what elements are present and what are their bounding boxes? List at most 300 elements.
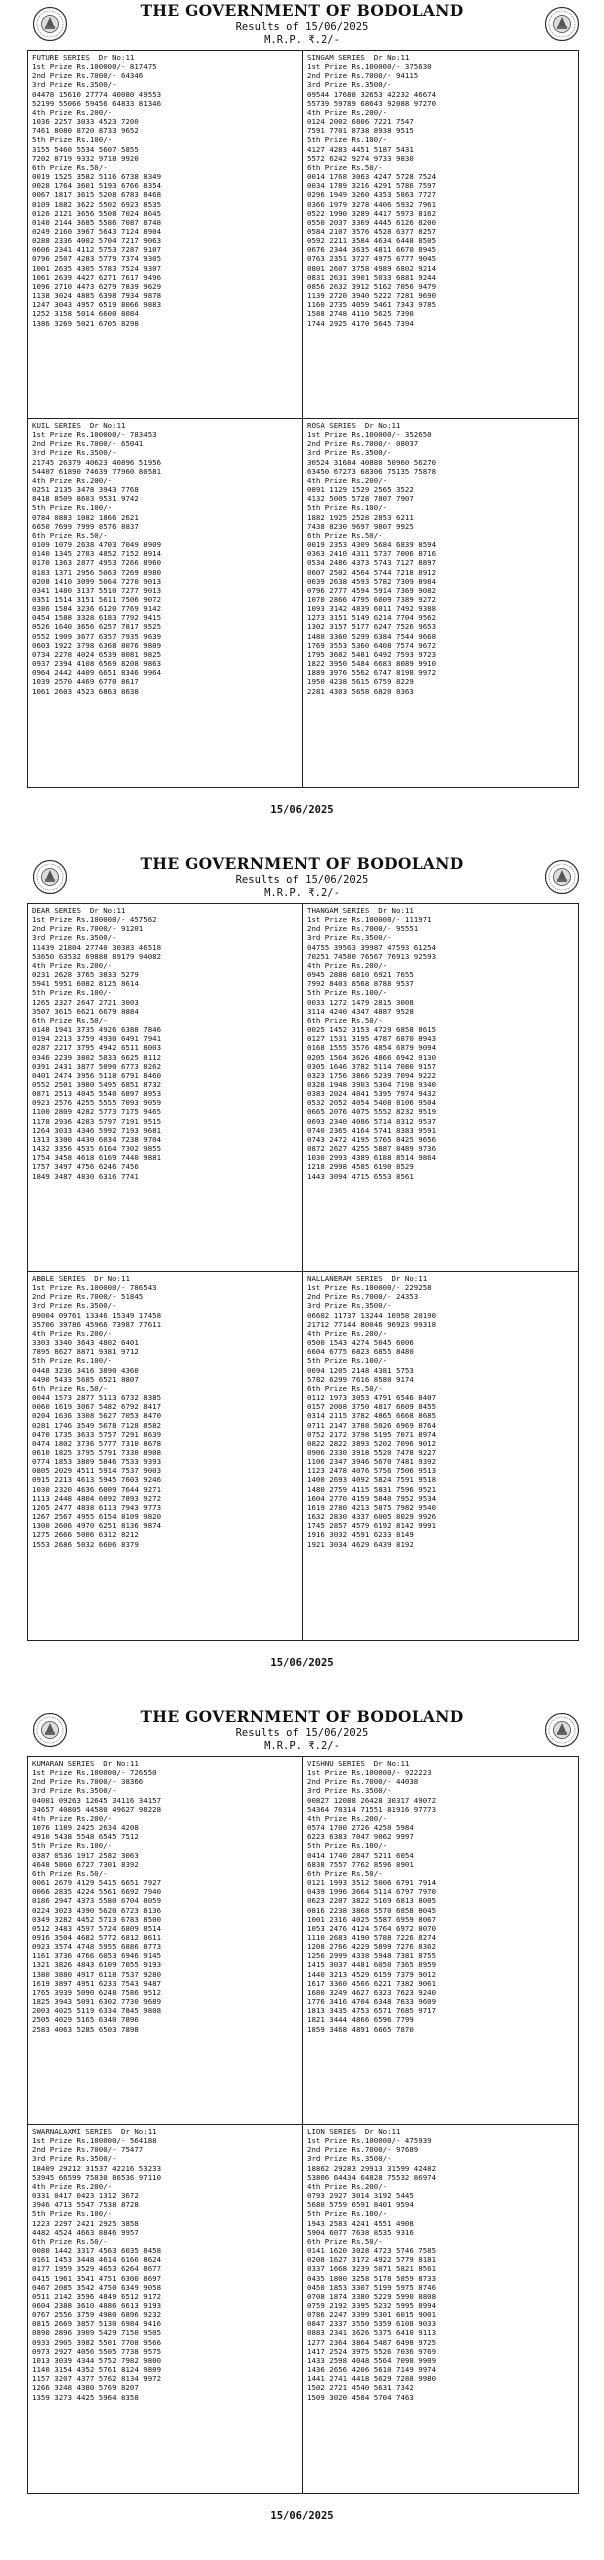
result-line: 0435 1800 3258 5178 5859 8733	[307, 2273, 437, 2283]
result-line: 1140 3154 4352 5761 8124 9809	[32, 2365, 162, 2375]
result-line: 6th Prize Rs.50/-	[32, 530, 108, 540]
result-line: 0552 2501 3980 5495 6851 8732	[32, 1079, 162, 1089]
result-line: 5941 5951 6082 8125 8614	[32, 979, 139, 989]
result-line: 1277 2364 3864 5487 6498 9725	[307, 2337, 437, 2347]
result-line: 0856 2632 3912 5162 7056 9479	[307, 281, 437, 291]
result-line: 0019 1525 3582 5116 6738 8349	[32, 172, 162, 182]
result-line: 0066 2835 4224 5561 6692 7940	[32, 1887, 162, 1897]
sheet-title: THE GOVERNMENT OF BODOLAND	[140, 1707, 464, 1726]
result-line: 0401 2474 3956 5118 6791 8460	[32, 1070, 162, 1080]
result-line: 3rd Prize Rs.3500/-	[307, 933, 392, 943]
result-line: 0349 3282 4452 5713 6783 8500	[32, 1914, 162, 1924]
result-line: 0448 3236 3416 3890 4360	[32, 1365, 139, 1375]
result-line: 1849 3487 4830 6316 7741	[32, 1171, 139, 1181]
result-line: 1822 3950 5484 6683 8089 9910	[307, 659, 437, 669]
result-line: 1st Prize Rs.100000/- 352650	[307, 430, 432, 440]
result-line: 1943 2583 4241 4551 4908	[307, 2218, 414, 2228]
result-line: 1st Prize Rs.100000/- 457562	[32, 915, 157, 925]
result-line: 1139 2720 3940 5222 7281 9690	[307, 291, 437, 301]
mrp-label: M.R.P. ₹.2/-	[264, 1740, 340, 1752]
result-line: 5th Prize Rs.100/-	[307, 988, 388, 998]
result-line: 6th Prize Rs.50/-	[32, 1868, 108, 1878]
result-line: 1821 3444 4866 6596 7799	[307, 2015, 414, 2025]
result-line: 6th Prize Rs.50/-	[307, 2236, 383, 2246]
result-line: 0711 2147 3788 5026 6969 8764	[307, 1420, 437, 1430]
result-line: 0025 1452 3153 4729 6858 8615	[307, 1025, 437, 1035]
result-line: 0186 2947 4373 5580 6704 8059	[32, 1896, 162, 1906]
result-line: 7202 8719 9332 9718 9920	[32, 153, 139, 163]
result-line: 0973 2927 4056 5505 7738 9575	[32, 2346, 162, 2356]
result-line: 6th Prize Rs.50/-	[32, 1015, 108, 1025]
result-line: 6223 6383 7047 9062 9997	[307, 1832, 414, 1842]
result-line: 09004 09761 13346 15349 17458	[32, 1310, 162, 1320]
result-line: 6604 6775 6823 6855 8480	[307, 1347, 414, 1357]
result-line: 4490 5433 5605 6521 8807	[32, 1374, 139, 1384]
result-line: 1745 2857 4579 6192 8142 9991	[307, 1521, 437, 1531]
result-line: 0231 2628 3765 3833 5279	[32, 970, 139, 980]
result-line: 1265 2327 2647 2721 3003	[32, 997, 139, 1007]
result-line: 1030 2320 4636 6009 7644 9271	[32, 1484, 162, 1494]
result-line: 0796 2777 4594 5914 7369 9082	[307, 585, 437, 595]
sheet-title: THE GOVERNMENT OF BODOLAND	[140, 1, 464, 20]
result-line: 3rd Prize Rs.3500/-	[307, 80, 392, 90]
result-line: 04755 39563 39987 47593 61254	[307, 942, 437, 952]
result-line: 5680 5759 6591 8401 9594	[307, 2200, 414, 2210]
series-block	[303, 1272, 578, 1640]
result-line: 1st Prize Rs.100000/- 564188	[32, 2136, 157, 2146]
result-line: 1680 3249 4627 6323 7623 9240	[307, 1987, 437, 1997]
result-line: 1223 2297 2421 2925 3858	[32, 2218, 139, 2228]
result-line: 0815 2669 3857 5130 6984 9416	[32, 2319, 162, 2329]
result-line: 21712 77144 80046 96923 99318	[307, 1319, 437, 1329]
result-line: 0805 2029 4511 5914 7537 9003	[32, 1466, 162, 1476]
result-line: 0933 2905 3982 5501 7708 9566	[32, 2337, 162, 2347]
result-line: 1859 3468 4891 6665 7870	[307, 2024, 414, 2034]
result-line: 1950 4238 5615 6759 8229	[307, 677, 414, 687]
result-line: 0019 2353 4309 5684 6839 8594	[307, 540, 437, 550]
series-grid	[27, 50, 579, 788]
result-line: 1882 1925 2528 2853 6211	[307, 512, 414, 522]
result-line: 1921 3034 4629 6439 8192	[307, 1539, 414, 1549]
result-line: 1588 2748 4110 5625 7390	[307, 309, 414, 319]
result-line: 1417 2524 3975 5526 7036 9769	[307, 2346, 437, 2356]
result-line: 0314 2115 3782 4865 6668 8685	[307, 1411, 437, 1421]
result-line: 6th Prize Rs.50/-	[307, 162, 383, 172]
result-line: 3114 4240 4347 4887 9528	[307, 1006, 414, 1016]
result-line: 1208 2766 4229 5899 7276 8362	[307, 1942, 437, 1952]
result-line: 0743 2472 4195 5765 8425 9656	[307, 1134, 437, 1144]
result-line: 1123 2478 4076 5756 7506 9513	[307, 1466, 437, 1476]
result-line: 0194 2213 3759 4930 6491 7941	[32, 1034, 162, 1044]
result-line: 1157 3207 4377 5762 8134 9972	[32, 2374, 162, 2384]
result-line: 0251 2135 3478 3943 7768	[32, 485, 139, 495]
result-line: 1267 2567 4955 6154 8109 9820	[32, 1512, 162, 1522]
result-line: 0606 2341 4112 5753 7287 9107	[32, 245, 162, 255]
result-line: 1632 2830 4337 6005 8029 9926	[307, 1512, 437, 1522]
result-line: 0801 2607 3758 4989 6802 9214	[307, 263, 437, 273]
result-line: 0916 3504 4682 5772 6812 8611	[32, 1932, 162, 1942]
result-line: 1st Prize Rs.100000/- 786543	[32, 1283, 157, 1293]
result-line: 4132 5005 5728 7807 7907	[307, 494, 414, 504]
result-line: SWARNALAXMI SERIES Dr No:11	[32, 2127, 157, 2136]
result-line: 1093 3142 4839 6011 7492 9388	[307, 604, 437, 614]
result-line: 4th Prize Rs.200/-	[32, 1813, 113, 1823]
result-line: 1321 3826 4843 6109 7055 9193	[32, 1960, 162, 1970]
result-line: 0060 1619 3067 5482 6792 8417	[32, 1402, 162, 1412]
result-line: 1256 2999 4338 5948 7381 8755	[307, 1951, 437, 1961]
result-line: 1754 3458 4618 6169 7440 9881	[32, 1153, 162, 1163]
result-line: 0208 1627 3172 4922 5779 8181	[307, 2255, 437, 2265]
result-line: 0170 1363 2877 4953 7266 8960	[32, 558, 162, 568]
result-line: 1st Prize Rs.100000/- 817475	[32, 62, 157, 72]
result-line: 2nd Prize Rs.7000/- 91201	[32, 924, 144, 934]
result-line: 0676 2344 3635 4811 6670 8945	[307, 245, 437, 255]
result-line: 2nd Prize Rs.7000/- 65041	[32, 439, 144, 449]
result-line: 1313 3300 4430 6034 7238 9704	[32, 1134, 162, 1144]
result-line: 0363 2410 4311 5737 7006 8716	[307, 549, 437, 559]
result-line: 0044 1573 2877 5113 6732 8385	[32, 1393, 162, 1403]
result-line: 0177 1959 3529 4653 6264 8677	[32, 2264, 162, 2274]
result-line: 4th Prize Rs.200/-	[307, 1328, 388, 1338]
result-line: 0204 1636 3308 5627 7053 8470	[32, 1411, 162, 1421]
result-line: 4th Prize Rs.200/-	[307, 2181, 388, 2191]
result-line: 3rd Prize Rs.3500/-	[32, 933, 117, 943]
result-line: 3rd Prize Rs.3500/-	[307, 2154, 392, 2164]
series-block	[28, 419, 303, 787]
result-line: 1030 2993 4389 6188 8514 9864	[307, 1153, 437, 1163]
result-line: 70251 74580 76567 76913 92593	[307, 951, 437, 961]
result-sheet	[0, 1706, 604, 2550]
result-line: 0923 2576 4255 5555 7093 9059	[32, 1098, 162, 1108]
result-line: 1359 3273 4425 5964 8358	[32, 2392, 139, 2402]
result-line: 00827 12088 26428 30317 49072	[307, 1795, 437, 1805]
result-line: 0906 2330 3918 5520 7478 9227	[307, 1447, 437, 1457]
result-sheet	[0, 853, 604, 1697]
result-line: 4th Prize Rs.200/-	[307, 475, 388, 485]
result-line: 0034 1789 3216 4291 5786 7597	[307, 181, 437, 191]
result-line: 1302 3157 5177 6247 7526 9653	[307, 622, 437, 632]
result-line: 3rd Prize Rs.3500/-	[32, 80, 117, 90]
result-line: 0414 1740 2847 5211 6054	[307, 1850, 414, 1860]
result-line: 1436 2656 4206 5610 7149 9974	[307, 2365, 437, 2375]
results-date-line: Results of 15/06/2025	[235, 21, 369, 33]
result-line: 1502 2721 4540 5631 7342	[307, 2383, 414, 2393]
result-line: 7461 8080 8720 8733 9652	[32, 126, 139, 136]
result-line: 0786 2247 3399 5301 6015 9001	[307, 2310, 437, 2320]
mrp-label: M.R.P. ₹.2/-	[264, 887, 340, 899]
result-line: 6th Prize Rs.50/-	[32, 2236, 108, 2246]
result-line: 0890 2896 3909 5429 7150 9505	[32, 2328, 162, 2338]
result-line: 1053 2476 4124 5764 6972 8070	[307, 1923, 437, 1933]
result-line: 0964 2442 4409 6651 8346 9964	[32, 668, 162, 678]
series-block	[28, 51, 303, 419]
result-line: 1300 2606 4970 6251 8136 9874	[32, 1521, 162, 1531]
result-line: 0740 2365 4164 5741 8383 9591	[307, 1125, 437, 1135]
result-line: 1138 3024 4885 6398 7934 9878	[32, 291, 162, 301]
result-line: 0341 1480 3137 5510 7277 9013	[32, 585, 162, 595]
result-line: 0734 2278 4024 6539 8081 9825	[32, 649, 162, 659]
result-line: 0387 0536 1917 2582 3063	[32, 1850, 139, 1860]
series-block	[28, 2125, 303, 2493]
sheet-content	[22, 0, 582, 844]
result-line: 0287 2217 3795 4942 6511 8003	[32, 1043, 162, 1053]
result-line: 34657 40805 44580 49627 98228	[32, 1804, 162, 1814]
result-line: 0816 2238 3868 5570 6858 8045	[307, 1905, 437, 1915]
series-block	[28, 1272, 303, 1640]
result-line: 0161 1453 3448 4614 6166 8624	[32, 2255, 162, 2265]
result-line: 1106 2347 3946 5670 7481 9392	[307, 1457, 437, 1467]
result-line: 3rd Prize Rs.3500/-	[32, 1301, 117, 1311]
result-line: 1769 3553 5360 6408 7574 9672	[307, 640, 437, 650]
result-line: 4th Prize Rs.200/-	[32, 475, 113, 485]
result-line: 2nd Prize Rs.7000/- 94115	[307, 71, 419, 81]
result-line: 7438 8230 9697 9807 9925	[307, 521, 414, 531]
result-line: 0127 1531 3195 4787 6870 8943	[307, 1034, 437, 1044]
result-line: 0774 1853 3809 5846 7533 9393	[32, 1457, 162, 1467]
result-line: 1765 3939 5090 6248 7586 9512	[32, 1987, 162, 1997]
result-line: 4th Prize Rs.200/-	[32, 1328, 113, 1338]
result-line: ROSA SERIES Dr No:11	[307, 421, 401, 430]
result-line: 1160 2735 4059 5461 7343 9785	[307, 300, 437, 310]
result-line: 4127 4283 4451 5187 5431	[307, 144, 414, 154]
result-line: 1036 2257 3033 4523 7200	[32, 117, 139, 127]
result-line: 1744 2925 4170 5645 7394	[307, 318, 414, 328]
result-line: 5th Prize Rs.100/-	[307, 135, 388, 145]
result-line: 1275 2666 5006 6312 8212	[32, 1530, 139, 1540]
series-block	[303, 2125, 578, 2493]
result-line: 6th Prize Rs.50/-	[307, 1015, 383, 1025]
result-line: 0550 2037 3369 4445 6126 8200	[307, 217, 437, 227]
result-line: 4th Prize Rs.200/-	[32, 2181, 113, 2191]
result-line: 0796 2507 4283 5779 7374 9305	[32, 254, 162, 264]
result-line: 0937 2394 4108 6569 8208 9863	[32, 659, 162, 669]
result-line: 5th Prize Rs.100/-	[32, 1356, 113, 1366]
result-line: KUMARAN SERIES Dr No:11	[32, 1759, 139, 1768]
result-line: 54407 61890 74639 77960 80581	[32, 466, 162, 476]
result-line: 0337 1668 3239 5071 5821 8561	[307, 2264, 437, 2274]
result-line: 1813 3435 4753 6571 7685 9717	[307, 2006, 437, 2016]
result-line: FUTURE SERIES Dr No:11	[32, 53, 135, 62]
result-line: 4th Prize Rs.200/-	[32, 960, 113, 970]
result-line: 0872 2627 4255 5887 8489 9736	[307, 1144, 437, 1154]
result-line: 0331 0417 0423 1312 3672	[32, 2191, 139, 2201]
footer-date: 15/06/2025	[270, 1657, 334, 1669]
result-line: 4th Prize Rs.200/-	[307, 960, 388, 970]
result-line: 2nd Prize Rs.7000/- 51845	[32, 1292, 144, 1302]
result-line: 0752 2172 3798 5195 7071 8974	[307, 1429, 437, 1439]
result-line: 0288 2336 4002 5704 7217 9063	[32, 236, 162, 246]
result-line: 1415 3037 4481 6050 7365 8959	[307, 1960, 437, 1970]
result-line: 0526 1640 3656 6257 7817 9525	[32, 622, 162, 632]
result-line: 55739 59789 68643 92088 97270	[307, 98, 437, 108]
result-line: 0470 1735 3633 5757 7291 8639	[32, 1429, 162, 1439]
result-line: 4th Prize Rs.200/-	[307, 1813, 388, 1823]
result-line: 1264 3033 4346 5992 7193 9681	[32, 1125, 162, 1135]
result-sheet	[0, 0, 604, 844]
result-line: 5th Prize Rs.100/-	[32, 135, 113, 145]
result-line: 0028 1764 3601 5193 6766 8354	[32, 181, 162, 191]
result-line: 0328 1948 3903 5304 7198 9340	[307, 1079, 437, 1089]
result-line: 0439 1996 3664 5114 6797 7970	[307, 1887, 437, 1897]
result-line: 30524 31684 40880 50960 56270	[307, 457, 437, 467]
result-line: 0281 1746 3549 5678 7128 8582	[32, 1420, 162, 1430]
result-line: 3rd Prize Rs.3500/-	[307, 1301, 392, 1311]
result-line: 5th Prize Rs.100/-	[307, 1356, 388, 1366]
series-grid	[27, 1756, 579, 2494]
result-line: KUIL SERIES Dr No:11	[32, 421, 126, 430]
series-block	[303, 51, 578, 419]
result-line: 5782 6299 7616 8580 9174	[307, 1374, 414, 1384]
result-line: 0224 3023 4390 5620 6723 8136	[32, 1905, 162, 1915]
result-line: 0140 2144 3685 5586 7087 8748	[32, 217, 162, 227]
result-line: 6th Prize Rs.50/-	[32, 1383, 108, 1393]
series-block	[303, 419, 578, 787]
result-line: 1432 3356 4535 6164 7302 9855	[32, 1144, 162, 1154]
result-line: 5904 6077 7638 8535 9316	[307, 2227, 414, 2237]
result-line: 0140 1345 2783 4852 7152 8914	[32, 549, 162, 559]
result-line: 0033 1272 1479 2815 3008	[307, 997, 414, 1007]
result-line: 1265 2477 4838 6113 7943 9773	[32, 1502, 162, 1512]
result-line: VISHNU SERIES Dr No:11	[307, 1759, 410, 1768]
result-line: 0168 1555 3576 4854 6879 9094	[307, 1043, 437, 1053]
result-line: 0014 1768 3063 4247 5728 7524	[307, 172, 437, 182]
result-line: 0454 1588 3328 6183 7792 9415	[32, 613, 162, 623]
result-line: 0891 1129 1529 2565 3522	[307, 485, 414, 495]
result-line: 1441 2741 4418 5629 7288 9980	[307, 2374, 437, 2384]
result-line: 1266 3248 4380 5769 8207	[32, 2383, 139, 2393]
result-line: 4910 5438 5548 6545 7512	[32, 1832, 139, 1842]
result-line: 0205 1564 3626 4866 6942 9130	[307, 1052, 437, 1062]
result-line: 1619 2780 4213 5875 7982 9540	[307, 1502, 437, 1512]
result-line: 1100 2809 4282 5773 7175 9465	[32, 1107, 162, 1117]
result-line: 1st Prize Rs.100000/- 783453	[32, 430, 157, 440]
result-line: 2583 4063 5285 6503 7898	[32, 2024, 139, 2034]
result-line: 53650 63532 69888 89179 94082	[32, 951, 162, 961]
result-line: 0157 2008 3750 4817 6609 8455	[307, 1402, 437, 1412]
result-line: 5572 6242 9274 9733 9830	[307, 153, 414, 163]
result-line: 18409 29212 31537 42216 53233	[32, 2163, 162, 2173]
footer-date: 15/06/2025	[270, 804, 334, 816]
result-line: 6th Prize Rs.50/-	[307, 530, 383, 540]
result-line: 0522 1990 3289 4417 5973 8162	[307, 208, 437, 218]
result-line: 1110 2683 4190 5788 7226 8274	[307, 1932, 437, 1942]
result-line: 0607 2502 4564 5744 7218 8912	[307, 567, 437, 577]
result-line: 04001 09263 12645 34116 34157	[32, 1795, 162, 1805]
result-line: 1178 2936 4283 5797 7191 9515	[32, 1116, 162, 1126]
result-line: 0847 2337 3550 5359 6108 9033	[307, 2319, 437, 2329]
footer-date: 15/06/2025	[270, 2510, 334, 2522]
result-line: 1795 3682 5481 6492 7593 9723	[307, 649, 437, 659]
result-line: 0121 1993 3512 5006 6791 7914	[307, 1878, 437, 1888]
series-block	[28, 1757, 303, 2125]
result-line: 0831 2631 3901 5033 6881 9244	[307, 272, 437, 282]
result-line: 0450 1853 3307 5199 5975 8746	[307, 2282, 437, 2292]
result-line: 2505 4029 5165 6340 7896	[32, 2015, 139, 2025]
result-line: 0109 1882 3622 5502 6923 8535	[32, 199, 162, 209]
result-line: 0603 1922 3798 6368 8076 9809	[32, 640, 162, 650]
sheet-title: THE GOVERNMENT OF BODOLAND	[140, 854, 464, 873]
result-line: 1076 1189 2425 2634 4208	[32, 1823, 139, 1833]
result-line: 6th Prize Rs.50/-	[307, 1383, 383, 1393]
result-line: 0080 1442 3317 4563 6035 8458	[32, 2246, 162, 2256]
result-line: 0592 2211 3584 4634 6448 8505	[307, 236, 437, 246]
result-line: 2nd Prize Rs.7000/- 44038	[307, 1777, 419, 1787]
result-line: 0532 2052 4054 5408 8106 9504	[307, 1098, 437, 1108]
result-line: 0512 3483 4597 5724 6809 8514	[32, 1923, 162, 1933]
result-line: 2nd Prize Rs.7000/- 24353	[307, 1292, 419, 1302]
result-line: 0067 1817 3615 5208 6783 8468	[32, 190, 162, 200]
result-line: 0871 2513 4045 5540 6897 8953	[32, 1089, 162, 1099]
result-line: 6838 7557 7762 8596 8901	[307, 1859, 414, 1869]
result-line: 53945 66599 75830 86536 97110	[32, 2172, 162, 2182]
result-line: 2nd Prize Rs.7000/- 38366	[32, 1777, 144, 1787]
result-line: 2nd Prize Rs.7000/- 95551	[307, 924, 419, 934]
result-line: 3rd Prize Rs.3500/-	[32, 1786, 117, 1796]
result-line: 2281 4303 5658 6820 8363	[307, 686, 414, 696]
result-line: 1113 2448 4804 6092 7893 9272	[32, 1493, 162, 1503]
result-line: 0183 1371 2956 5063 7269 8980	[32, 567, 162, 577]
result-line: 0574 1700 2726 4250 5984	[307, 1823, 414, 1833]
result-line: 1386 3269 5021 6705 8298	[32, 318, 139, 328]
result-line: 2003 4025 5119 6334 7845 9808	[32, 2006, 162, 2016]
result-line: 1161 3736 4766 6053 6946 9145	[32, 1951, 162, 1961]
result-line: 0124 2002 6806 7221 7547	[307, 117, 414, 127]
result-line: 0305 1646 3782 5114 7080 9157	[307, 1061, 437, 1071]
result-line: 0945 2888 6810 6921 7655	[307, 970, 414, 980]
result-line: 3rd Prize Rs.3500/-	[32, 448, 117, 458]
result-line: 7895 8627 8871 9381 9712	[32, 1347, 139, 1357]
result-line: 0391 2431 3877 5090 6773 8262	[32, 1061, 162, 1071]
result-line: 0822 2822 3893 5202 7096 9012	[307, 1438, 437, 1448]
result-line: 0061 2679 4129 5415 6651 7927	[32, 1878, 162, 1888]
result-line: 0639 2638 4593 5782 7309 8984	[307, 576, 437, 586]
result-line: 0386 1584 3236 6120 7769 9142	[32, 604, 162, 614]
result-line: 2nd Prize Rs.7000/- 75477	[32, 2145, 144, 2155]
result-line: 0208 1410 3099 5064 7270 9013	[32, 576, 162, 586]
result-line: 3rd Prize Rs.3500/-	[307, 1786, 392, 1796]
result-line: 0296 1949 3260 4353 5863 7727	[307, 190, 437, 200]
result-line: 0511 2142 3596 4849 6512 9172	[32, 2291, 162, 2301]
result-line: 4648 5860 6727 7301 8392	[32, 1859, 139, 1869]
result-line: 6th Prize Rs.50/-	[307, 1868, 383, 1878]
result-line: 5th Prize Rs.100/-	[32, 503, 113, 513]
result-line: 1400 2693 4092 5824 7591 9518	[307, 1475, 437, 1485]
result-line: 1440 3213 4529 6159 7379 9012	[307, 1969, 437, 1979]
result-line: 1480 3360 5299 6384 7544 9668	[307, 631, 437, 641]
result-line: 21745 26379 40623 40896 51956	[32, 457, 162, 467]
result-line: 1619 3897 4951 6233 7543 9487	[32, 1978, 162, 1988]
result-line: 0915 2213 4613 5945 7603 9246	[32, 1475, 162, 1485]
result-line: 5th Prize Rs.100/-	[307, 2209, 388, 2219]
result-line: 1617 3360 4566 6221 7382 9061	[307, 1978, 437, 1988]
result-line: 1776 3416 4704 6348 7633 9609	[307, 1997, 437, 2007]
result-line: 0141 1620 3028 4723 5746 7585	[307, 2246, 437, 2256]
result-line: 1443 3094 4715 6553 8561	[307, 1171, 414, 1181]
result-line: 06602 11737 13244 16958 20190	[307, 1310, 437, 1320]
result-line: 1096 2710 4473 6279 7839 9629	[32, 281, 162, 291]
result-line: 18862 29283 29913 31599 42482	[307, 2163, 437, 2173]
result-line: 3rd Prize Rs.3500/-	[32, 2154, 117, 2164]
result-line: 1st Prize Rs.100000/- 922223	[307, 1768, 432, 1778]
result-line: 1380 3880 4917 6118 7537 9280	[32, 1969, 162, 1979]
result-line: 1st Prize Rs.100000/- 375630	[307, 62, 432, 72]
result-line: 5th Prize Rs.100/-	[307, 503, 388, 513]
results-date-line: Results of 15/06/2025	[235, 874, 369, 886]
result-line: THANGAM SERIES Dr No:11	[307, 906, 414, 915]
result-line: 0126 2121 3656 5508 7024 8645	[32, 208, 162, 218]
result-line: 3507 3615 6621 6679 8884	[32, 1006, 139, 1016]
result-line: 0767 2556 3759 4980 6896 9232	[32, 2310, 162, 2320]
